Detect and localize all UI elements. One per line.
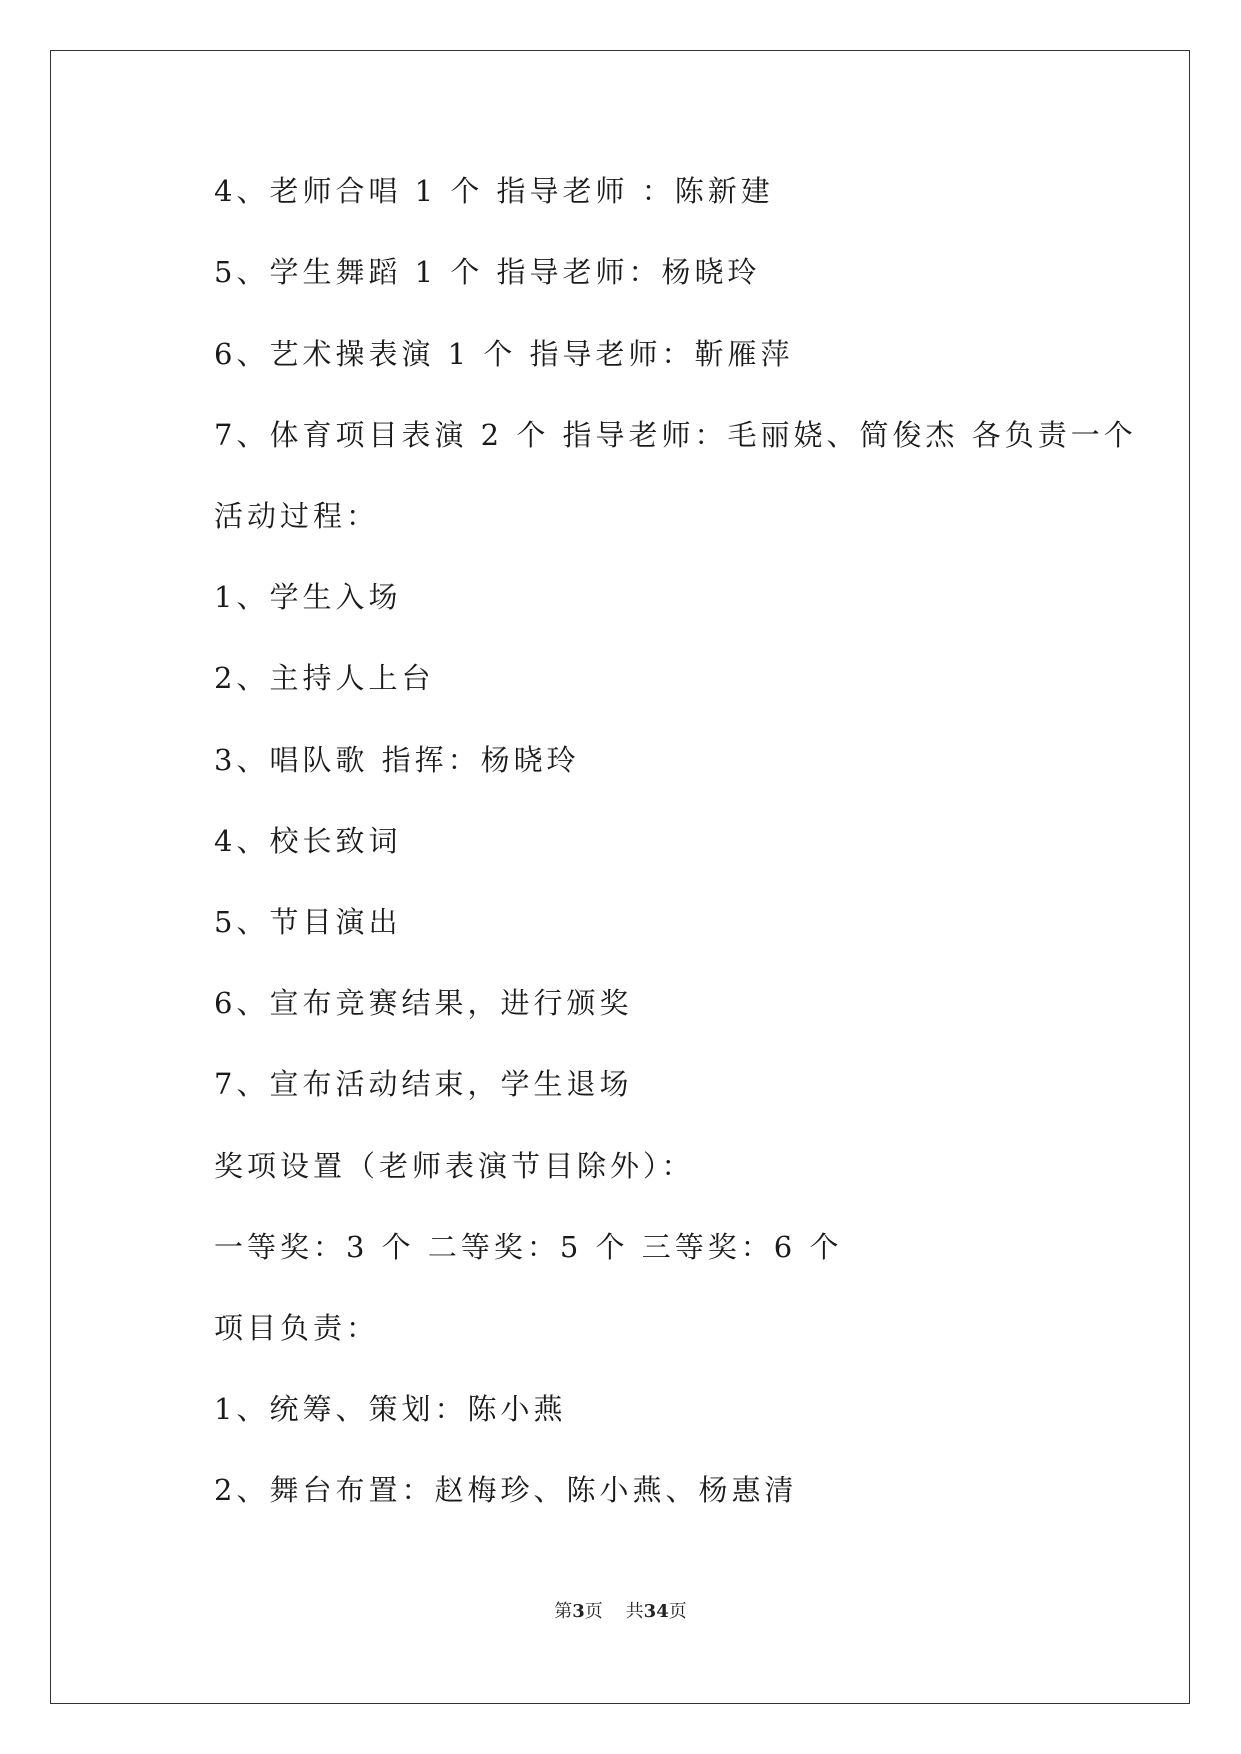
line-team-song: 3、唱队歌 指挥：杨晓玲 xyxy=(214,743,580,777)
line-host-on-stage: 2、主持人上台 xyxy=(214,661,435,695)
line-student-dance: 5、学生舞蹈 1 个 指导老师：杨晓玲 xyxy=(214,255,761,289)
page-border xyxy=(50,50,1190,1704)
footer-total-unit: 页 xyxy=(668,1601,687,1622)
line-announce-results: 6、宣布竞赛结果，进行颁奖 xyxy=(214,986,633,1020)
line-activity-end: 7、宣布活动结束，学生退场 xyxy=(214,1067,633,1101)
line-planning-lead: 1、统筹、策划：陈小燕 xyxy=(214,1392,567,1426)
page-footer xyxy=(0,1597,1241,1623)
line-award-counts: 一等奖：3 个 二等奖：5 个 三等奖：6 个 xyxy=(214,1230,843,1264)
footer-page-number: 3 xyxy=(572,1601,585,1622)
line-students-enter: 1、学生入场 xyxy=(214,580,402,614)
line-program-show: 5、节目演出 xyxy=(214,905,402,939)
line-sports-performance: 7、体育项目表演 2 个 指导老师：毛丽娆、简俊杰 各负责一个 xyxy=(214,418,1137,452)
footer-prefix: 第 xyxy=(554,1601,573,1622)
line-art-gymnastics: 6、艺术操表演 1 个 指导老师：靳雁萍 xyxy=(214,337,794,371)
footer-total-prefix: 共 xyxy=(625,1601,644,1622)
heading-activity-process: 活动过程： xyxy=(214,499,380,533)
line-teacher-chorus: 4、老师合唱 1 个 指导老师 ：陈新建 xyxy=(214,174,774,208)
line-stage-setup: 2、舞台布置：赵梅珍、陈小燕、杨惠清 xyxy=(214,1473,798,1507)
line-principal-speech: 4、校长致词 xyxy=(214,824,402,858)
heading-project-leads: 项目负责： xyxy=(214,1311,380,1345)
footer-total-pages: 34 xyxy=(643,1601,669,1622)
footer-page-unit: 页 xyxy=(584,1601,603,1622)
heading-award-settings: 奖项设置（老师表演节目除外）： xyxy=(214,1149,695,1183)
